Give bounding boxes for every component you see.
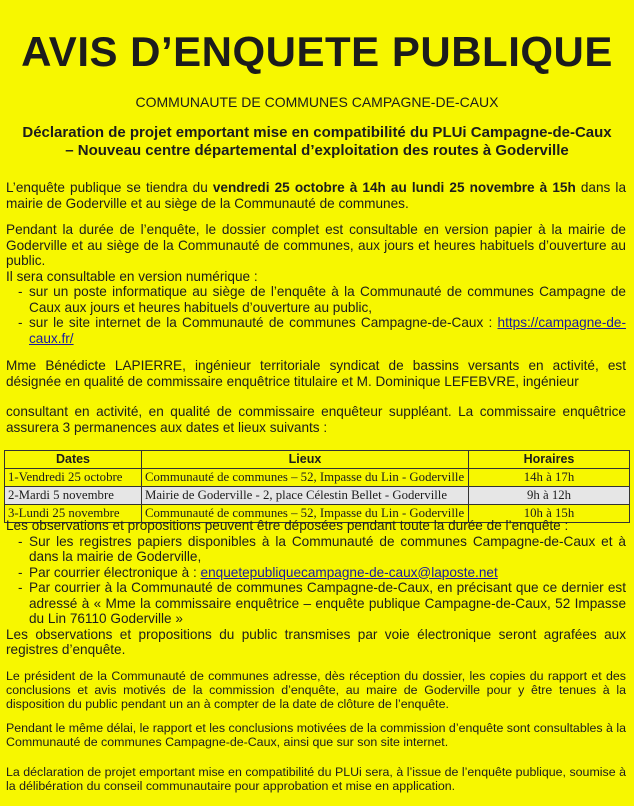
- project-declaration: Déclaration de projet emportant mise en compatibilité du PLUi Campagne-de-Caux – Nouveau centre départemental d’exploitation des routes à Goderville: [22, 124, 612, 159]
- list-item: - Par courrier électronique à : enquetepubliquecampagne-de-caux@laposte.net: [6, 565, 626, 581]
- dossier-paragraph: Pendant la durée de l’enquête, le dossier complet est consultable en version papier à la mairie de Goderville et au siège de la Communauté de communes, aux jours et heures habituels d’ouverture au public.: [6, 222, 626, 268]
- list-item: - sur un poste informatique au siège de l’enquête à la Communauté de communes Campagne de Caux aux jours et heures habituels d’ouverture au public,: [6, 284, 626, 315]
- table-header-horaires: Horaires: [469, 451, 630, 469]
- row-horaire: 10h à 15h: [469, 505, 630, 523]
- website-link[interactable]: https://campagne-de-caux.fr/: [29, 315, 626, 346]
- schedule-table: [4, 450, 630, 523]
- observations-section: [6, 518, 626, 658]
- observations-note: Les observations et propositions du public transmises par voie électronique seront agrafées aux registres d’enquête.: [6, 626, 626, 657]
- commissioners-paragraph-2: consultant en activité, en qualité de commissaire enquêteur suppléant. La commissaire enquêtrice assurera 3 permanences aux dates et lieux suivants :: [6, 404, 626, 435]
- numeric-intro: Il sera consultable en version numérique :: [6, 268, 258, 284]
- intro-paragraph: L’enquête publique se tiendra du vendredi 25 octobre à 14h au lundi 25 novembre à 15h dans la mairie de Goderville et au siège de la Communauté de communes.: [6, 180, 627, 211]
- row-date: 2-Mardi 5 novembre: [5, 487, 142, 505]
- commissioners-paragraph-1: Mme Bénédicte LAPIERRE, ingénieur territoriale syndicat de bassins versants en activité, est désignée en qualité de commissaire enquêtrice titulaire et M. Dominique LEFEBVRE, ingénieur: [6, 358, 626, 389]
- table-header-dates: Dates: [5, 451, 142, 469]
- row-horaire: 9h à 12h: [469, 487, 630, 505]
- notice-subtitle: COMMUNAUTE DE COMMUNES CAMPAGNE-DE-CAUX: [135, 94, 499, 110]
- row-horaire: 14h à 17h: [469, 469, 630, 487]
- observations-list: [6, 534, 626, 627]
- inquiry-dates: vendredi 25 octobre à 14h au lundi 25 novembre à 15h: [212, 180, 576, 195]
- table-row: [5, 487, 630, 505]
- row-date: 1-Vendredi 25 octobre: [5, 469, 142, 487]
- list-item: - Par courrier à la Communauté de communes Campagne-de-Caux, en précisant que ce dernier est adressé à « Mme la commissaire enquêtrice – enquête publique Campagne-de-Caux, 52 Impasse du Lin 76110 Goderville »: [6, 580, 626, 627]
- list-item: - Sur les registres papiers disponibles à la Communauté de communes Campagne-de-Caux et à dans la mairie de Goderville,: [6, 534, 626, 565]
- row-date: 3-Lundi 25 novembre: [5, 505, 142, 523]
- delay-paragraph: Pendant le même délai, le rapport et les conclusions motivées de la commission d’enquête sont consultables à la Communauté de communes Campagne-de-Caux, ainsi que sur son site internet.: [6, 721, 626, 750]
- row-lieu: Communauté de communes – 52, Impasse du Lin - Goderville: [142, 505, 469, 523]
- conclusion-paragraph: La déclaration de projet emportant mise en compatibilité du PLUi sera, à l’issue de l’enquête publique, soumise à la délibération du conseil communautaire pour approbation et mise en application.: [6, 765, 626, 794]
- president-paragraph: Le président de la Communauté de communes adresse, dès réception du dossier, les copies du rapport et des conclusions et avis motivés de la commission d’enquête, au maire de Goderville pour y être tenues à la disposition du public pendant un an à compter de la date de clôture de l’enquête.: [6, 669, 626, 712]
- row-lieu: Communauté de communes – 52, Impasse du Lin - Goderville: [142, 469, 469, 487]
- table-row: [5, 469, 630, 487]
- observations-intro: Les observations et propositions peuvent être déposées pendant toute la durée de l’enquête :: [6, 518, 569, 533]
- dossier-section: [6, 222, 626, 346]
- email-link[interactable]: enquetepubliquecampagne-de-caux@laposte.net: [200, 564, 498, 580]
- list-item: - sur le site internet de la Communauté de communes Campagne-de-Caux : https://campagne-de-caux.fr/: [6, 315, 626, 346]
- notice-title: AVIS D’ENQUETE PUBLIQUE: [21, 28, 613, 75]
- numeric-list: [6, 284, 626, 346]
- row-lieu: Mairie de Goderville - 2, place Célestin Bellet - Goderville: [142, 487, 469, 505]
- table-header-lieux: Lieux: [142, 451, 469, 469]
